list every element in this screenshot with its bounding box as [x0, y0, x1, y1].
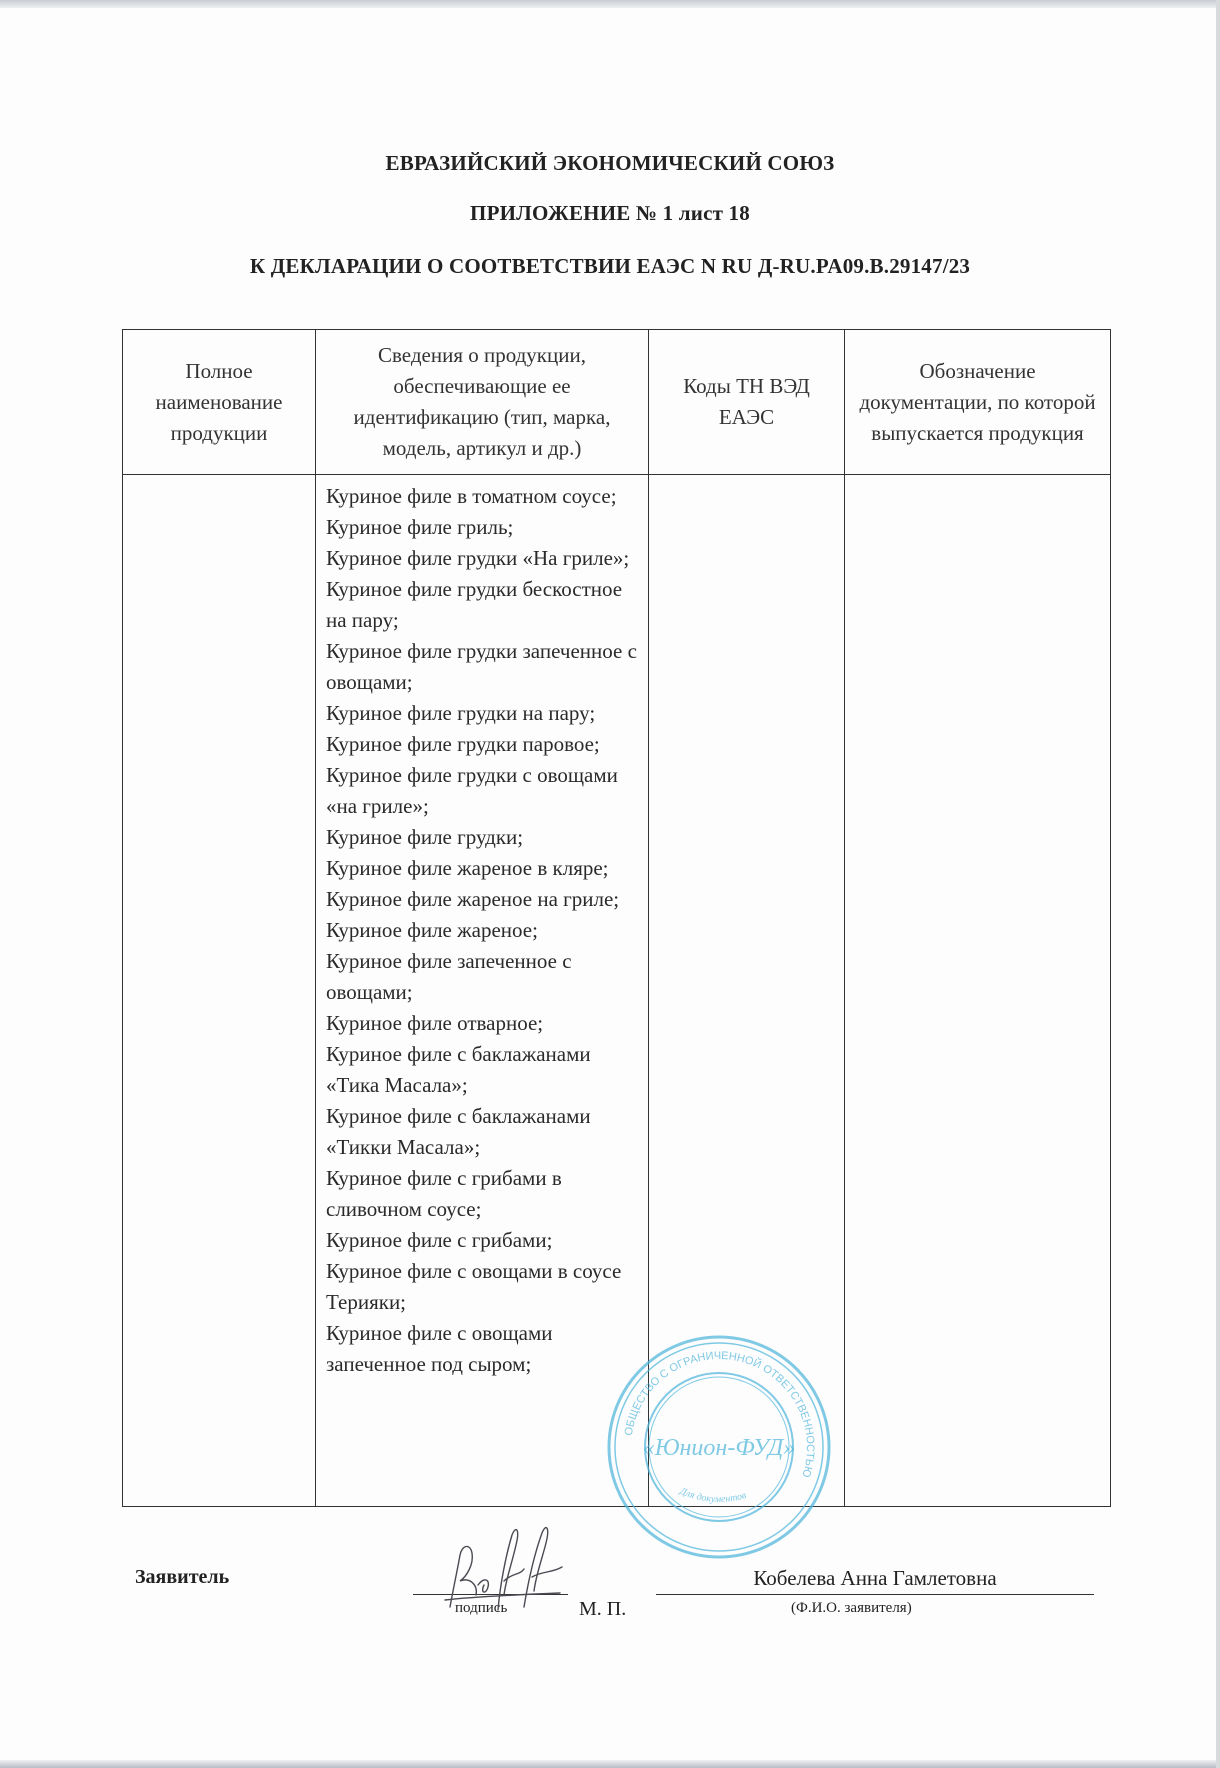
list-item: Куриное филе отварное; [326, 1011, 544, 1035]
scan-edge-bottom [0, 1760, 1220, 1768]
name-line [656, 1594, 1094, 1595]
declaration-number: К ДЕКЛАРАЦИИ О СООТВЕТСТВИИ ЕАЭС N RU Д-RU.PA09.B.29147/23 [249, 254, 971, 278]
cell-full-name [123, 475, 316, 1507]
list-item: Куриное филе жареное на гриле; [326, 887, 620, 911]
list-item: Куриное филе грудки «На гриле»; [326, 546, 630, 570]
list-item: Куриное филе жареное в кляре; [326, 856, 609, 880]
list-item: Куриное филе грудки бескостное на пару; [326, 577, 623, 632]
list-item: Куриное филе грудки; [326, 825, 524, 849]
list-item: Куриное филе с овощами в соусе Терияки; [326, 1259, 622, 1314]
scan-edge-top [0, 0, 1220, 8]
list-item: Куриное филе грудки паровое; [326, 732, 600, 756]
list-item: Куриное филе гриль; [326, 515, 514, 539]
column-header-full-name: Полное наименование продукции [123, 330, 316, 475]
list-item: Куриное филе в томатном соусе; [326, 484, 617, 508]
cell-identification [316, 475, 649, 1507]
list-item: Куриное филе с баклажанами «Тикки Масала»; [326, 1104, 591, 1159]
column-header-documentation: Обозначение документации, по которой выпускается продукция [845, 330, 1111, 475]
list-item: Куриное филе грудки запеченное с овощами; [326, 639, 637, 694]
list-item: Куриное филе жареное; [326, 918, 538, 942]
column-header-identification: Сведения о продукции, обеспечивающие ее идентификацию (тип, марка, модель, артикул и др.) [316, 330, 649, 475]
list-item: Куриное филе грудки на пару; [326, 701, 596, 725]
seal-place-label: М. П. [579, 1598, 627, 1620]
handwritten-signature [440, 1515, 575, 1615]
product-list [316, 475, 648, 1380]
stamp-ring-text: ОБЩЕСТВО С ОГРАНИЧЕННОЙ ОТВЕТСТВЕННОСТЬЮ [622, 1349, 817, 1479]
cell-documentation [845, 475, 1111, 1507]
signature-caption: подпись [455, 1600, 508, 1616]
applicant-label: Заявитель [135, 1566, 230, 1588]
appendix-title: ПРИЛОЖЕНИЕ № 1 лист 18 [470, 201, 750, 225]
list-item: Куриное филе с грибами в сливочном соусе; [326, 1166, 562, 1221]
fio-caption: (Ф.И.О. заявителя) [791, 1600, 912, 1616]
list-item: Куриное филе с баклажанами «Тика Масала»; [326, 1042, 591, 1097]
column-header-codes: Коды ТН ВЭД ЕАЭС [649, 330, 845, 475]
document-title: ЕВРАЗИЙСКИЙ ЭКОНОМИЧЕСКИЙ СОЮЗ [385, 151, 835, 175]
stamp-lower-text: Для документов [678, 1485, 748, 1506]
stamp-company-name: «Юнион-ФУД» [642, 1435, 796, 1461]
list-item: Куриное филе запеченное с овощами; [326, 949, 572, 1004]
table-header-row [123, 330, 1111, 475]
list-item: Куриное филе с грибами; [326, 1228, 553, 1252]
list-item: Куриное филе с овощами запеченное под сыром; [326, 1321, 553, 1376]
applicant-name: Кобелева Анна Гамлетовна [753, 1566, 997, 1590]
company-stamp [604, 1332, 834, 1562]
list-item: Куриное филе грудки с овощами «на гриле»; [326, 763, 618, 818]
product-table [122, 329, 1111, 1507]
